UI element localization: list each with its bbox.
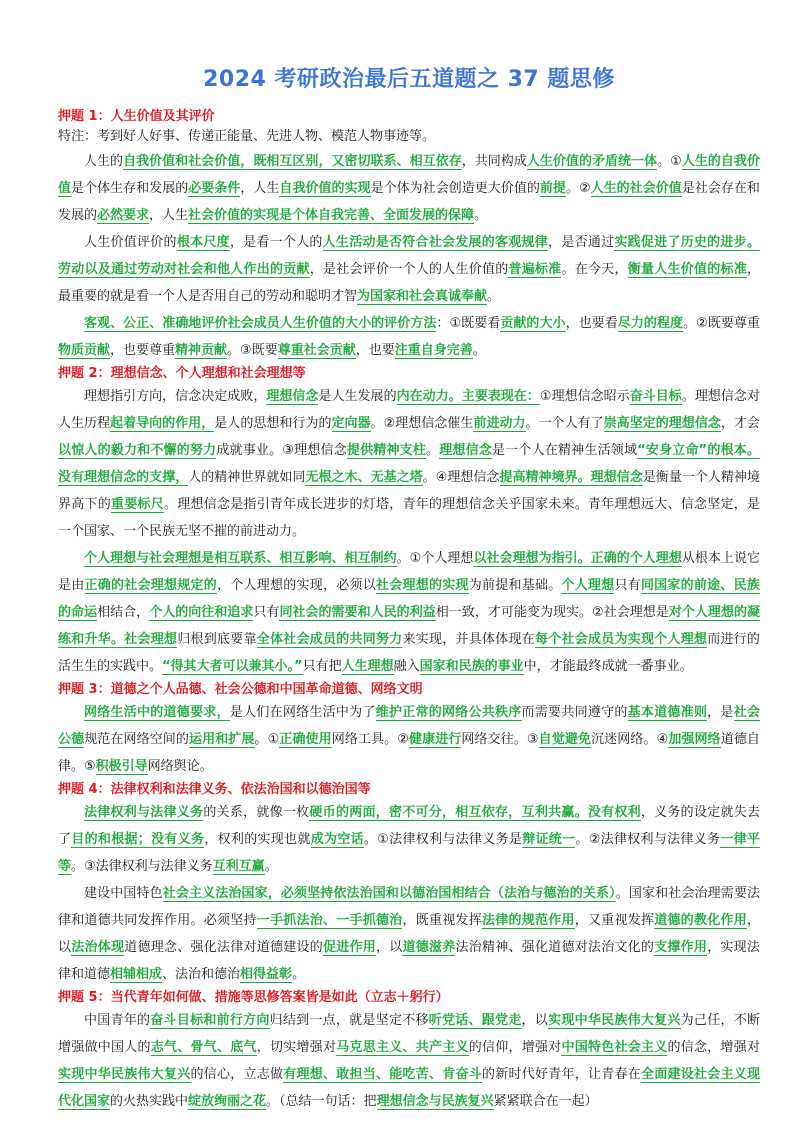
highlighted-phrase: 衡量人生价值的标准 bbox=[627, 262, 747, 277]
text-run: ，是社会评价一个人的人生价值的 bbox=[309, 262, 509, 277]
text-run: ，实现法律和道德 bbox=[58, 940, 760, 982]
highlighted-phrase: 奋斗目标和前行方向 bbox=[150, 1013, 270, 1028]
highlighted-phrase: 物质贡献 bbox=[58, 343, 111, 358]
highlighted-phrase: 人生的自我价值 bbox=[58, 154, 760, 196]
text-run: 来实现，并具体体现在 bbox=[402, 632, 535, 647]
text-run: 理想指引方向，信念决定成败， bbox=[84, 389, 267, 404]
highlighted-phrase: 一手抓法治、一手抓德治 bbox=[256, 913, 403, 928]
paragraph bbox=[58, 229, 760, 310]
paragraph bbox=[58, 310, 760, 364]
highlighted-phrase: 道德滋养 bbox=[402, 940, 456, 955]
highlighted-phrase: 硬币的两面，密不可分，相互依存，互利共赢。没有权利 bbox=[309, 805, 641, 820]
text-run: 是社会存在和发展的 bbox=[58, 181, 760, 223]
text-run: 。理想信念对人生历程 bbox=[58, 389, 760, 431]
text-run: 只有 bbox=[614, 578, 641, 593]
highlighted-phrase: “得其大者可以兼其小。” bbox=[162, 659, 303, 674]
text-run: 。①个人理想 bbox=[396, 551, 474, 566]
text-run: 网络交往。③ bbox=[461, 732, 539, 747]
text-run: 。国家和社会治理需要法律和道德共同发挥作用。必须坚持 bbox=[58, 886, 760, 928]
highlighted-phrase: 社会主义法治国家，必须坚持依法治国和以德治国相结合（法治与德治的关系） bbox=[162, 886, 616, 901]
text-run: ，又重视发挥 bbox=[574, 913, 655, 928]
text-run: 只有把 bbox=[302, 659, 342, 674]
text-run: 人生价值评价的 bbox=[84, 235, 177, 250]
text-run: 相一致，才可能变为现实。②社会理想是 bbox=[435, 605, 669, 620]
highlighted-phrase: 道德的教化作用 bbox=[654, 913, 747, 928]
section-heading: 押题 4：法律权利和法律义务、依法治国和以德治国等 bbox=[58, 782, 371, 797]
highlighted-phrase: 法律的规范作用 bbox=[481, 913, 575, 928]
text-run: 。③法律权利与法律义务 bbox=[71, 859, 213, 874]
text-run: 归根到底要靠 bbox=[177, 632, 257, 647]
highlighted-phrase: 健康进行 bbox=[409, 732, 462, 747]
highlighted-phrase: 社会理想的实现 bbox=[375, 578, 469, 593]
text-run: ，最重要的就是看一个人是否用自己的劳动和聪明才智 bbox=[58, 262, 760, 304]
text-run: 法治精神、强化道德对法治文化的 bbox=[455, 940, 655, 955]
text-run: ，才会 bbox=[720, 416, 760, 431]
text-run: ，权利的实现也就 bbox=[204, 832, 311, 847]
text-run: ，也要尊重 bbox=[110, 343, 176, 358]
text-run: 。 bbox=[487, 289, 501, 304]
highlighted-phrase: 运用和扩展 bbox=[189, 732, 255, 747]
highlighted-phrase: 注重自身完善 bbox=[394, 343, 473, 358]
section-heading: 押题 3：道德之个人品德、社会公德和中国革命道德、网络文明 bbox=[58, 682, 423, 697]
section-4 bbox=[58, 780, 760, 988]
text-run: 而进行的活生生的实践中。 bbox=[58, 632, 760, 674]
highlighted-phrase: 自我价值的实现 bbox=[279, 181, 371, 196]
highlighted-phrase: 网络生活中的道德要求， bbox=[84, 705, 230, 720]
highlighted-phrase: 定向器 bbox=[331, 416, 371, 431]
highlighted-phrase: 中国特色社会主义 bbox=[561, 1040, 668, 1055]
highlighted-phrase: 法治体现 bbox=[71, 940, 125, 955]
text-run: 。（总结一句话：把 bbox=[266, 1094, 377, 1109]
highlighted-phrase: 加强网络 bbox=[668, 732, 721, 747]
text-run: 紧紧联合在一起） bbox=[493, 1094, 598, 1109]
highlighted-phrase: 全面建设社会主义现代化国家 bbox=[58, 1067, 760, 1109]
text-run: 是人们在网络生活中为了 bbox=[229, 705, 376, 720]
highlighted-phrase: 人生价值的矛盾统一体 bbox=[526, 154, 658, 169]
text-run: ，个人理想的实现，必须以 bbox=[216, 578, 376, 593]
highlighted-phrase: 精神贡献 bbox=[175, 343, 228, 358]
text-run: ，是 bbox=[707, 705, 734, 720]
highlighted-phrase: 全体社会成员的共同努力 bbox=[256, 632, 403, 647]
text-run: 。①法律权利与法律义务是 bbox=[363, 832, 523, 847]
text-run: 成就事业。③理想信念 bbox=[216, 443, 347, 458]
highlighted-phrase: “安身立命”的根本。没有理想信念的支撑， bbox=[58, 443, 760, 485]
text-run: ，共同构成 bbox=[461, 154, 527, 169]
text-run: 是人生发展的 bbox=[318, 389, 397, 404]
highlighted-phrase: 以惊人的毅力和不懈的努力 bbox=[58, 443, 217, 458]
text-run: 。理想信念是指引青年成长进步的灯塔，青年的理想信念关乎国家未来。青年理想远大、信念坚定，是一个国家、一个民族无坚不摧的前进动力。 bbox=[58, 497, 760, 539]
highlighted-phrase: 无根之木、无基之塔 bbox=[305, 470, 423, 485]
highlighted-phrase: 正确使用 bbox=[279, 732, 332, 747]
text-run: 从根本上说它是由 bbox=[58, 551, 760, 593]
text-run: 。②理想信念催生 bbox=[370, 416, 474, 431]
text-run: 。② bbox=[565, 181, 591, 196]
text-run: 。②法律权利与法律义务 bbox=[575, 832, 721, 847]
highlighted-phrase: 实现中华民族伟大复兴 bbox=[548, 1013, 681, 1028]
highlighted-phrase: 马克思主义、共产主义 bbox=[336, 1040, 469, 1055]
text-run: 归结到一点，就是坚定不移 bbox=[269, 1013, 429, 1028]
highlighted-phrase: 人生活动是否符合社会发展的客观规律 bbox=[322, 235, 549, 250]
highlighted-phrase: 辩证统一 bbox=[522, 832, 576, 847]
highlighted-phrase: 必要条件 bbox=[188, 181, 241, 196]
text-run: 是个体为社会创造更大价值的 bbox=[370, 181, 540, 196]
text-run: 道德自律。⑤ bbox=[58, 732, 760, 774]
paragraph bbox=[58, 699, 760, 780]
text-run: 规范在网络空间的 bbox=[84, 732, 189, 747]
text-run: 中，才能最终成就一番事业。 bbox=[523, 659, 693, 674]
highlighted-phrase: 听党话、跟党走 bbox=[428, 1013, 522, 1028]
highlighted-phrase: 人生的社会价值 bbox=[590, 181, 682, 196]
text-run: 是一个人在精神生活领域 bbox=[492, 443, 638, 458]
text-run: ，是否通过 bbox=[548, 235, 615, 250]
text-run: 为己任，不断增强做中国人的 bbox=[58, 1013, 760, 1055]
highlighted-phrase: 社会公德 bbox=[58, 705, 760, 747]
text-run: 。① bbox=[254, 732, 280, 747]
text-run: 。① bbox=[657, 154, 682, 169]
section-heading: 押题 2：理想信念、个人理想和社会理想等 bbox=[58, 366, 306, 381]
text-run: 中国青年的 bbox=[84, 1013, 151, 1028]
text-run: ①理想信念昭示 bbox=[539, 389, 630, 404]
text-run: 。③既要 bbox=[227, 343, 278, 358]
highlighted-phrase: 绽放绚丽之花 bbox=[188, 1094, 267, 1109]
highlighted-phrase: 一律平等 bbox=[58, 832, 760, 874]
section-heading: 押题 1：人生价值及其评价 bbox=[58, 109, 215, 124]
page-title: 2024 考研政治最后五道题之 37 题思修 bbox=[203, 67, 615, 92]
highlighted-phrase: 理想信念与民族复兴 bbox=[376, 1094, 494, 1109]
text-run: 的火热实践中 bbox=[110, 1094, 189, 1109]
text-run: 网络舆论。 bbox=[147, 759, 213, 774]
highlighted-phrase: 前进动力 bbox=[473, 416, 526, 431]
highlighted-phrase: 同国家的前途、民族的命运 bbox=[58, 578, 760, 620]
highlighted-phrase: 支撑作用 bbox=[654, 940, 708, 955]
highlighted-phrase: 崇高坚定的理想信念 bbox=[603, 416, 721, 431]
paragraph bbox=[58, 799, 760, 880]
text-run: 为前提和基础。 bbox=[468, 578, 562, 593]
text-run: ，也要 bbox=[355, 343, 395, 358]
section-1 bbox=[58, 107, 760, 364]
highlighted-phrase: 根本尺度 bbox=[176, 235, 230, 250]
highlighted-phrase: 志气、骨气、底气 bbox=[150, 1040, 257, 1055]
section-5 bbox=[58, 988, 760, 1115]
highlighted-phrase: 个人的向往和追求 bbox=[149, 605, 254, 620]
highlighted-phrase: 社会价值的实现是个体自我完善、全面发展的保障 bbox=[188, 208, 475, 223]
highlighted-phrase: 个人理想与社会理想是相互联系、相互影响、相互制约 bbox=[84, 551, 397, 566]
text-run: 的信念，增强对 bbox=[667, 1040, 760, 1055]
text-run: 的信仰，增强对 bbox=[468, 1040, 562, 1055]
highlighted-phrase: 成为空话 bbox=[310, 832, 364, 847]
text-run: 网络工具。② bbox=[331, 732, 410, 747]
text-run: ，以 bbox=[58, 913, 760, 955]
text-run: 的关系，就像一枚 bbox=[203, 805, 310, 820]
text-run: ，是看一个人的 bbox=[229, 235, 323, 250]
text-run: ，也要看 bbox=[565, 316, 618, 331]
text-run: ，义务的设定就失去了 bbox=[58, 805, 760, 847]
highlighted-phrase: 提供精神支柱 bbox=[346, 443, 427, 458]
highlighted-phrase: 国家和民族的事业 bbox=[419, 659, 524, 674]
highlighted-phrase: 起着导向的作用， bbox=[110, 416, 215, 431]
highlighted-phrase: 以社会理想为指引。正确的个人理想 bbox=[473, 551, 682, 566]
highlighted-phrase: 个人理想 bbox=[561, 578, 615, 593]
highlighted-phrase: 内在动力。主要表现在： bbox=[396, 389, 540, 404]
text-run: 。 bbox=[426, 443, 440, 458]
text-run: 的信心，立志做 bbox=[190, 1067, 284, 1082]
highlighted-phrase: 实践促进了历史的进步。劳动以及通过劳动对社会和他人作出的贡献 bbox=[58, 235, 760, 277]
highlighted-phrase: 为国家和社会真诚奉献 bbox=[357, 289, 488, 304]
highlighted-phrase: 客观、公正、准确地评价社会成员人生价值的大小的评价方法 bbox=[84, 316, 437, 331]
paragraph bbox=[58, 148, 760, 229]
paragraph bbox=[58, 880, 760, 988]
text-run: ，人生 bbox=[240, 181, 280, 196]
text-run: 的新时代好青年，让青春在 bbox=[481, 1067, 641, 1082]
text-run: 。 bbox=[472, 343, 486, 358]
text-run: ，以 bbox=[521, 1013, 549, 1028]
text-run: 。 bbox=[474, 208, 488, 223]
text-run: ，以 bbox=[375, 940, 403, 955]
text-run: 融入 bbox=[393, 659, 420, 674]
highlighted-phrase: 正确的社会理想规定的 bbox=[84, 578, 217, 593]
highlighted-phrase: 法律权利与法律义务 bbox=[84, 805, 204, 820]
highlighted-phrase: 对个人理想的凝练和升华。社会理想 bbox=[58, 605, 760, 647]
highlighted-phrase: 目的和根据；没有义务 bbox=[71, 832, 205, 847]
section-note: 特注：考到好人好事、传递正能量、先进人物、模范人物事迹等。 bbox=[58, 129, 436, 144]
paragraph bbox=[58, 1007, 760, 1115]
text-run: 。 bbox=[264, 859, 278, 874]
highlighted-phrase: 尊重社会贡献 bbox=[277, 343, 356, 358]
highlighted-phrase: 自觉避免 bbox=[538, 732, 592, 747]
text-run: ，既重视发挥 bbox=[402, 913, 482, 928]
text-run: 人的精神世界就如同 bbox=[188, 470, 306, 485]
section-3 bbox=[58, 680, 760, 780]
paragraph bbox=[58, 383, 760, 545]
highlighted-phrase: 奋斗目标 bbox=[629, 389, 682, 404]
text-run: ，切实增强对 bbox=[256, 1040, 337, 1055]
highlighted-phrase: 普遍标准 bbox=[508, 262, 562, 277]
text-run: 是个体生存和发展的 bbox=[71, 181, 189, 196]
highlighted-phrase: 促进作用 bbox=[322, 940, 376, 955]
text-run: 是人的思想和行为的 bbox=[214, 416, 332, 431]
highlighted-phrase: 提高精神境界。理想信念 bbox=[499, 470, 643, 485]
text-run: 沉迷网络。④ bbox=[591, 732, 669, 747]
highlighted-phrase: 自我价值和社会价值，既相互区别，又密切联系、相互依存 bbox=[123, 154, 462, 169]
highlighted-phrase: 尽力的程度 bbox=[617, 316, 684, 331]
highlighted-phrase: 前提 bbox=[539, 181, 566, 196]
highlighted-phrase: 每个社会成员为实现个人理想 bbox=[534, 632, 708, 647]
text-run: 、法治和德治 bbox=[162, 967, 241, 982]
highlighted-phrase: 理想信念 bbox=[266, 389, 319, 404]
highlighted-phrase: 互利互赢 bbox=[212, 859, 265, 874]
text-run: 是衡量一个人精神境界高下的 bbox=[58, 470, 760, 512]
highlighted-phrase: 积极引导 bbox=[95, 759, 148, 774]
document-body bbox=[58, 107, 760, 1115]
paragraph bbox=[58, 545, 760, 680]
text-run: 建设中国特色 bbox=[84, 886, 163, 901]
highlighted-phrase: 理想信念 bbox=[439, 443, 493, 458]
text-run: 。一个人有了 bbox=[525, 416, 604, 431]
text-run: 。 bbox=[292, 967, 306, 982]
section-heading: 押题 5：当代青年如何做、措施等思修答案皆是如此（立志＋躬行） bbox=[58, 990, 449, 1005]
highlighted-phrase: 相得益彰 bbox=[240, 967, 293, 982]
highlighted-phrase: 重要标尺 bbox=[111, 497, 164, 512]
highlighted-phrase: 相辅相成 bbox=[110, 967, 163, 982]
text-run: 。在今天， bbox=[561, 262, 628, 277]
text-run: 。②既要尊重 bbox=[683, 316, 760, 331]
section-2 bbox=[58, 364, 760, 680]
text-run: 道德理念、强化法律对道德建设的 bbox=[124, 940, 323, 955]
highlighted-phrase: 实现中华民族伟大复兴 bbox=[58, 1067, 191, 1082]
text-run: ：①既要看 bbox=[436, 316, 501, 331]
text-run: 而需要共同遵守的 bbox=[521, 705, 628, 720]
highlighted-phrase: 贡献的大小 bbox=[500, 316, 566, 331]
highlighted-phrase: 基本道德准则 bbox=[627, 705, 708, 720]
highlighted-phrase: 人生理想 bbox=[341, 659, 394, 674]
highlighted-phrase: 维护正常的网络公共秩序 bbox=[375, 705, 522, 720]
text-run: ，人生 bbox=[149, 208, 189, 223]
highlighted-phrase: 同社会的需要和人民的利益 bbox=[279, 605, 436, 620]
text-run: 相结合， bbox=[97, 605, 150, 620]
text-run: 只有 bbox=[253, 605, 280, 620]
highlighted-phrase: 有理想、敢担当、能吃苦、肯奋斗 bbox=[283, 1067, 482, 1082]
text-run: 人生的 bbox=[84, 154, 124, 169]
highlighted-phrase: 必然要求 bbox=[97, 208, 150, 223]
text-run: 。④理想信念 bbox=[422, 470, 500, 485]
